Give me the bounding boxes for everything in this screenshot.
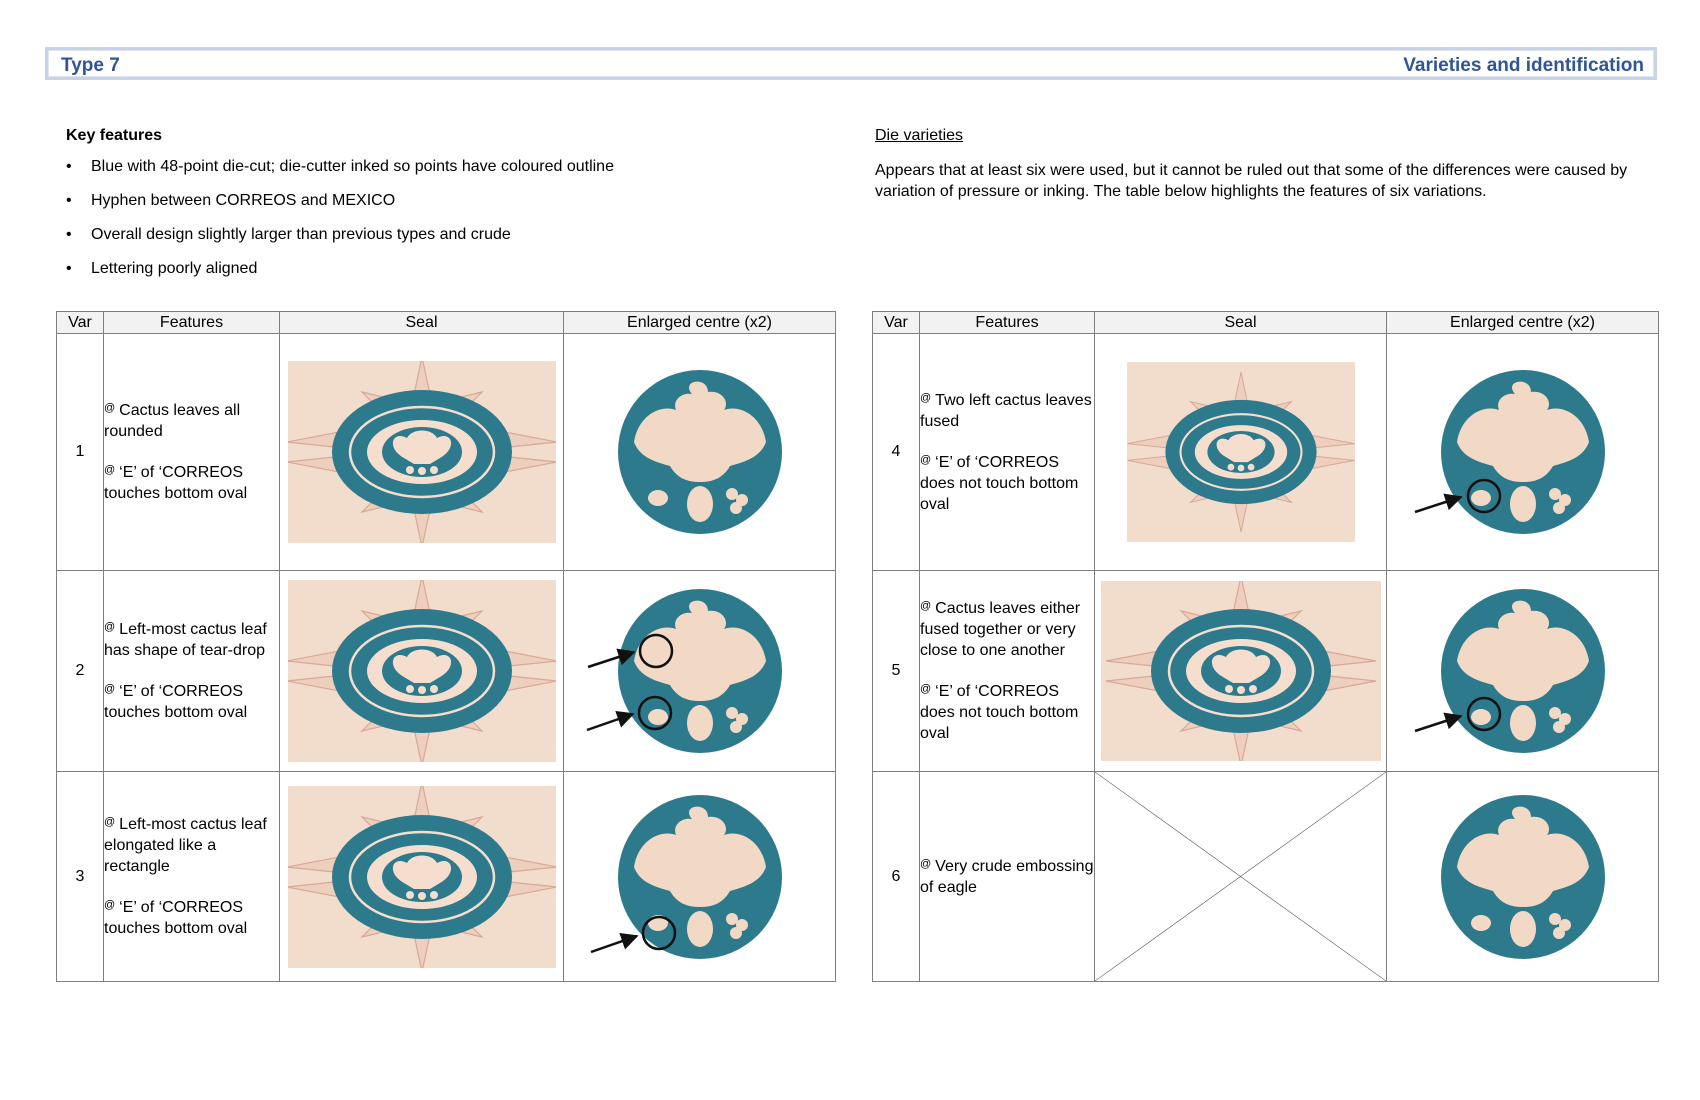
var-features: [104, 772, 280, 982]
col-header-seal: Seal: [280, 312, 564, 334]
bullet-symbol: @: [920, 683, 932, 695]
table-row: [873, 334, 1659, 571]
no-image-cross: [1095, 772, 1386, 981]
bullet-symbol: @: [920, 391, 932, 404]
var-number: 3: [57, 772, 104, 982]
page-header: [45, 47, 1657, 80]
feature-text-2: ‘E’ of ‘CORREOS does not touch bottom oval: [920, 683, 1079, 742]
feature-text-1: Two left cactus leaves fused: [920, 391, 1092, 430]
header-type-title: Type 7: [61, 55, 120, 76]
seal-cell: [280, 571, 564, 772]
enlarged-centre-cell: [1387, 571, 1659, 772]
feature-text-2: ‘E’ of ‘CORREOS touches bottom oval: [104, 899, 248, 937]
var-features: [104, 334, 280, 571]
col-header-features: Features: [104, 312, 280, 334]
enlarged-centre-image: [1433, 362, 1613, 542]
seal-cell: [280, 334, 564, 571]
enlarged-centre-cell: [564, 334, 836, 571]
enlarged-centre-image: [1433, 581, 1613, 761]
seal-cell: [1095, 571, 1387, 772]
feature-text-2: ‘E’ of ‘CORREOS touches bottom oval: [104, 464, 248, 502]
varieties-table-left: [56, 311, 836, 982]
enlarged-centre-cell: [564, 571, 836, 772]
key-features-heading: Key features: [66, 127, 163, 144]
var-features: [920, 571, 1095, 772]
var-features: [920, 772, 1095, 982]
table-row: [57, 571, 836, 772]
die-varieties-heading: Die varieties: [875, 127, 964, 144]
key-feature-item: • Blue with 48-point die-cut; die-cutter inked so points have coloured outline: [66, 158, 614, 192]
bullet-symbol: @: [104, 402, 116, 414]
bullet-symbol: @: [920, 857, 932, 870]
feature-text-1: Left-most cactus leaf has shape of tear-drop: [104, 621, 267, 659]
table-row: [57, 772, 836, 982]
seal-cell-empty: [1095, 772, 1387, 982]
var-number: 1: [57, 334, 104, 571]
col-header-features: Features: [920, 312, 1095, 334]
seal-image: [288, 361, 556, 543]
bullet-symbol: @: [104, 816, 116, 828]
var-number: 5: [873, 571, 920, 772]
var-number: 4: [873, 334, 920, 571]
seal-cell: [280, 772, 564, 982]
feature-text-1: Very crude embossing of eagle: [920, 857, 1094, 896]
die-varieties-text: Appears that at least six were used, but it cannot be ruled out that some of the differences were caused by variation of pressure or inking. The table below highlights the features of six variations.: [875, 162, 1628, 200]
key-features-list: [66, 158, 614, 294]
feature-text-2: ‘E’ of ‘CORREOS does not touch bottom oval: [920, 453, 1079, 513]
feature-text-1: Left-most cactus leaf elongated like a rectangle: [104, 816, 267, 875]
var-features: [920, 334, 1095, 571]
col-header-seal: Seal: [1095, 312, 1387, 334]
table-row: [873, 571, 1659, 772]
bullet-symbol: @: [104, 464, 116, 476]
col-header-enlarged: Enlarged centre (x2): [564, 312, 836, 334]
var-number: 6: [873, 772, 920, 982]
enlarged-centre-cell: [1387, 772, 1659, 982]
feature-text-1: Cactus leaves all rounded: [104, 402, 241, 440]
table-row: [873, 772, 1659, 982]
key-feature-item: • Hyphen between CORREOS and MEXICO: [66, 192, 614, 226]
seal-image: [1101, 581, 1381, 761]
col-header-var: Var: [57, 312, 104, 334]
header-section-title: Varieties and identification: [1403, 55, 1644, 76]
seal-cell: [1095, 334, 1387, 571]
seal-image: [288, 786, 556, 968]
feature-text-2: ‘E’ of ‘CORREOS touches bottom oval: [104, 683, 248, 721]
feature-text-1: Cactus leaves either fused together or very close to one another: [920, 600, 1081, 659]
enlarged-centre-cell: [1387, 334, 1659, 571]
bullet-symbol: @: [920, 453, 932, 466]
seal-image: [1127, 362, 1355, 542]
table-row: [57, 334, 836, 571]
enlarged-centre-cell: [564, 772, 836, 982]
bullet-symbol: @: [104, 621, 116, 633]
enlarged-centre-image: [610, 581, 790, 761]
enlarged-centre-image: [610, 787, 790, 967]
key-feature-item: • Overall design slightly larger than previous types and crude: [66, 226, 614, 260]
bullet-symbol: @: [104, 683, 116, 695]
bullet-symbol: @: [104, 899, 116, 911]
col-header-var: Var: [873, 312, 920, 334]
bullet-symbol: @: [920, 600, 932, 612]
var-number: 2: [57, 571, 104, 772]
seal-image: [288, 580, 556, 762]
enlarged-centre-image: [610, 362, 790, 542]
varieties-table-right: [872, 311, 1659, 982]
enlarged-centre-image: [1433, 787, 1613, 967]
var-features: [104, 571, 280, 772]
col-header-enlarged: Enlarged centre (x2): [1387, 312, 1659, 334]
key-feature-item: • Lettering poorly aligned: [66, 260, 614, 294]
